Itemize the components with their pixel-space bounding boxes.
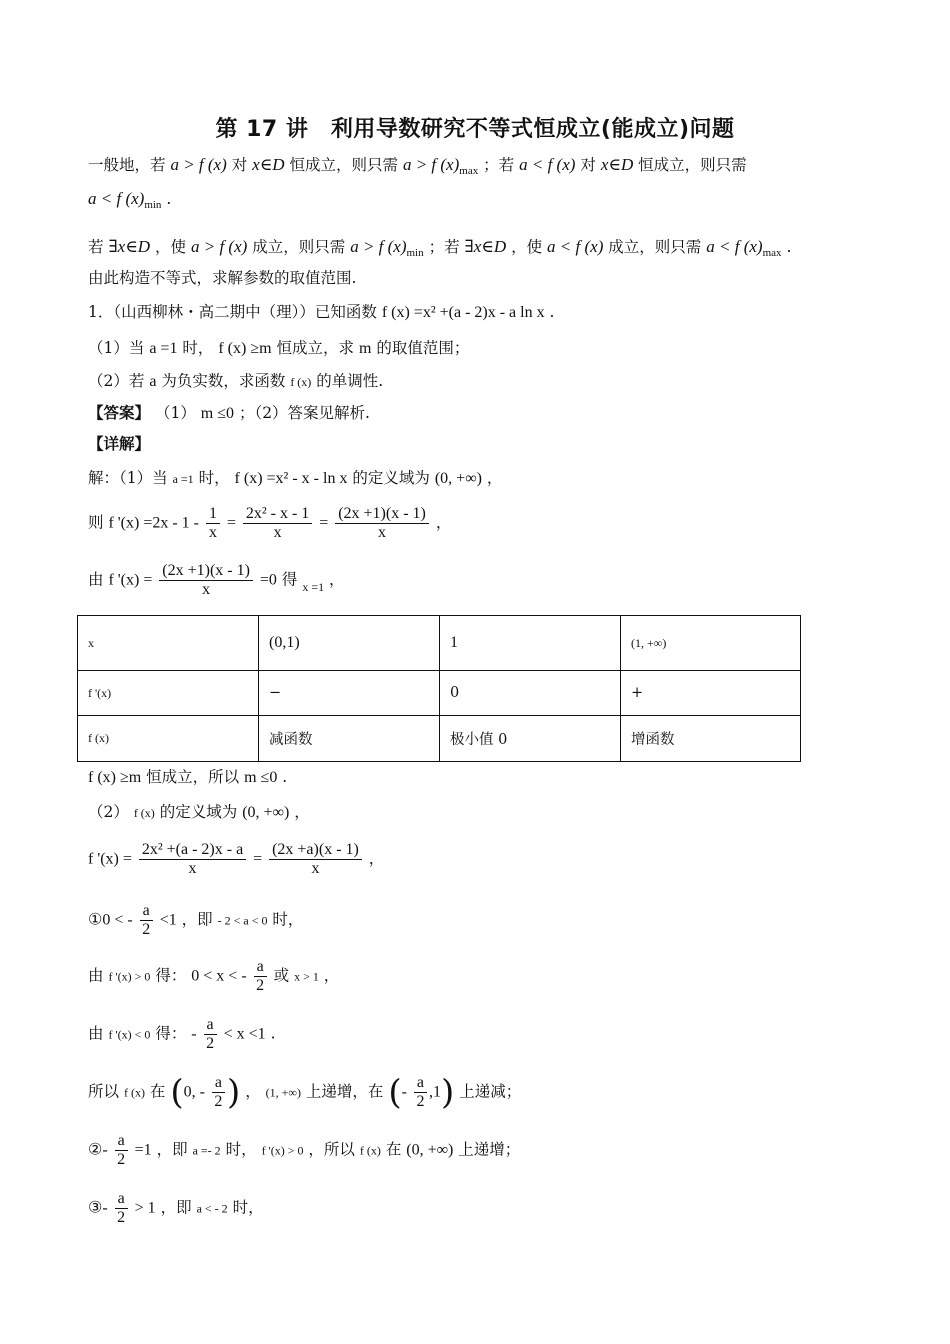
math: =1 (134, 1141, 152, 1159)
text: ；若 (483, 156, 515, 174)
math: a =1 (172, 472, 194, 486)
text: 由 (88, 570, 104, 589)
math: - (191, 1025, 197, 1043)
text: 的定义域为 (159, 803, 238, 821)
fraction: $\frac{\text{2x² - x - 1}}{x}$ (243, 505, 312, 542)
text: 恒成立，所以 (146, 768, 240, 786)
math: a < - 2 (196, 1201, 228, 1216)
math: a > f $(x)_{max}$ (402, 155, 479, 177)
detail-label: 【详解】 (88, 434, 151, 453)
math: x > 1 (294, 969, 319, 984)
text: 得 (281, 570, 298, 589)
math: - (401, 1083, 407, 1101)
table-cell: 减函数 (259, 716, 440, 762)
table-cell: f (x) (78, 716, 259, 762)
text: （1） (154, 404, 196, 422)
conclusion-1 (88, 766, 287, 789)
text: 在 (385, 1140, 402, 1159)
case-2 (88, 1132, 520, 1169)
text: 时， (232, 1198, 264, 1217)
text: 时， (198, 469, 230, 487)
math: f (x) (290, 375, 312, 389)
fraction: $\frac{1}{x}$ (206, 505, 220, 542)
text: 时， (182, 339, 214, 357)
intro-line-2 (88, 188, 171, 216)
text: ；（2）答案见解析. (238, 404, 370, 422)
text: 恒成立，则只需 (289, 156, 399, 174)
math: f (x) (123, 1085, 145, 1100)
math: ∃x∈D (108, 237, 151, 256)
text: ， (435, 513, 452, 532)
text: 则 (88, 513, 104, 532)
table-cell: − (259, 671, 440, 716)
text: ，即 (156, 1140, 188, 1159)
table-row (78, 671, 801, 716)
math: a < f $(x)_{max}$ (706, 237, 782, 259)
text: . (282, 768, 288, 786)
math: ③- (88, 1199, 108, 1217)
math: 0, - (183, 1083, 205, 1101)
table-cell: 增函数 (621, 716, 801, 762)
text: （1）当 (88, 339, 145, 357)
math: ,1 (429, 1083, 441, 1101)
text: 的定义域为 (352, 469, 430, 487)
math: f (x) =x² +(a - 2)x - a ln x (381, 304, 545, 321)
math: (0, +∞) (242, 804, 290, 821)
text: 上递减； (459, 1082, 522, 1101)
math: x =1 (302, 579, 325, 594)
math: x∈D (252, 155, 285, 174)
text: 成立，则只需 (252, 238, 346, 256)
math: f '(x) < 0 (108, 1027, 151, 1042)
text: ，所以 (308, 1140, 355, 1159)
math: a > f (x) (190, 237, 248, 256)
text: . (549, 303, 555, 321)
fraction: $\frac{(2x +a)(x - 1)}{x}$ (269, 841, 362, 878)
math: a < f (x) (547, 237, 604, 256)
text: ，使 (155, 238, 187, 256)
text: 恒成立，则只需 (638, 156, 747, 174)
math: a =1 (149, 340, 178, 357)
text: 成立，则只需 (608, 238, 702, 256)
case-1 (88, 902, 303, 939)
table-cell: (1, +∞) (621, 616, 801, 671)
math: a > f $(x)_{min}$ (350, 237, 424, 259)
table-row (78, 616, 801, 671)
intro-line-3 (88, 236, 791, 264)
table-cell: + (621, 671, 801, 716)
text: 由 (88, 1024, 104, 1043)
math: (1, +∞) (265, 1085, 301, 1100)
text: ；若 (428, 238, 460, 256)
text: 为负实数，求函数 (161, 372, 286, 390)
fraction: $\frac{a}{2}$ (254, 958, 267, 995)
answer-label: 【答案】 (88, 403, 151, 422)
text: 得： (155, 966, 187, 985)
text: 解：（1）当 (88, 469, 168, 487)
math: a < f (x) (519, 155, 576, 174)
math: f (x) ≥m (218, 340, 272, 357)
math: < x <1 (223, 1025, 266, 1043)
table-cell: 极小值 0 (440, 716, 621, 762)
math: f '(x) = (88, 850, 132, 868)
text: ，即 (181, 910, 213, 929)
part-2-derivative: f '(x) = $\frac{\text{2x² +(a - 2)x - a}}{x}$ = $\frac{(2x +a)(x - 1)}{x}$ ， (88, 841, 385, 877)
text: 所以 (88, 1082, 120, 1101)
math: (0, +∞) (406, 1141, 454, 1159)
table-cell: 0 (440, 671, 621, 716)
text: 由 (88, 966, 104, 985)
math: m ≤0 (244, 769, 278, 786)
answer-line (88, 402, 370, 425)
text: ， (329, 570, 345, 589)
math: x∈D (600, 155, 634, 174)
fraction: $\frac{a}{2}$ (115, 1190, 128, 1227)
math: f '(x) = (108, 571, 153, 589)
fraction: $\frac{a}{2}$ (204, 1016, 217, 1053)
text: . (166, 190, 172, 208)
text: 或 (273, 966, 290, 985)
math: f '(x) =2x - 1 - (108, 514, 199, 532)
fraction: $\frac{a}{2}$ (115, 1132, 128, 1169)
math: f (x) =x² - x - ln x (234, 470, 348, 487)
text: . (786, 238, 792, 256)
case-3 (88, 1190, 264, 1227)
math: > 1 (134, 1199, 156, 1217)
solution-line-2: 则 f '(x) =2x - 1 - $\frac{1}{x}$ = $\frac{\text{2x² - x - 1}}{x}$ = $\frac{(2x +1)(x - 1)}{x}$ ， (88, 505, 452, 541)
monotonicity-table (77, 615, 801, 762)
text: 时， (225, 1140, 257, 1159)
text: 的单调性. (316, 372, 384, 390)
text: 一般地，若 (88, 156, 166, 174)
math: f '(x) > 0 (261, 1143, 304, 1158)
text: ，使 (511, 238, 543, 256)
text: 时， (272, 910, 304, 929)
fraction: $\frac{(2x +1)(x - 1)}{x}$ (335, 505, 429, 542)
text: 恒成立，求 (276, 339, 354, 357)
math: m ≤0 (200, 405, 234, 422)
math: ∃x∈D (464, 237, 507, 256)
text: ， (323, 966, 340, 985)
text: 得： (155, 1024, 187, 1043)
text: ， (486, 469, 503, 487)
case-1-increase (88, 958, 339, 995)
question-2 (88, 370, 383, 393)
table-cell: x (78, 616, 259, 671)
fraction: $\frac{(2x +1)(x - 1)}{x}$ (159, 562, 253, 599)
math: 0 < x < - (191, 967, 247, 985)
table-cell: f '(x) (78, 671, 259, 716)
fraction: $\frac{a}{2}$ (414, 1074, 427, 1111)
fraction: $\frac{a}{2}$ (140, 902, 153, 939)
intro-line-1 (88, 154, 747, 182)
math: =0 (259, 571, 277, 589)
text: 在 (149, 1082, 166, 1101)
text: ， (294, 803, 310, 821)
text: 的取值范围； (376, 339, 470, 357)
page-title: 第 17 讲 利用导数研究不等式恒成立(能成立)问题 (215, 117, 735, 142)
math: f (x) (133, 806, 155, 820)
text: 对 (231, 156, 248, 174)
fraction: $\frac{a}{2}$ (212, 1074, 225, 1111)
text: 上递增； (458, 1140, 521, 1159)
math: f '(x) > 0 (108, 969, 151, 984)
table-cell: (0,1) (259, 616, 440, 671)
text: ，即 (160, 1198, 192, 1217)
table-row (78, 716, 801, 762)
math: ②- (88, 1141, 108, 1159)
case-1-summary: 所以 f (x) 在 (0, - $\frac{a}{2}$ ) ， (1, +∞) 上递增，在 (- $\frac{a}{2}$ ,1) 上递减； (88, 1072, 522, 1113)
math: a =- 2 (192, 1143, 221, 1158)
solution-line-1 (88, 467, 502, 490)
math: m (358, 340, 372, 357)
fraction: $\frac{\text{2x² +(a - 2)x - a}}{x}$ (139, 841, 246, 878)
text: ， (245, 1082, 261, 1101)
text: 1．（山西柳林・高二期中（理））已知函数 (88, 303, 377, 321)
math: a < f $(x)_{min}$ (88, 189, 162, 211)
text: （2） (88, 803, 129, 821)
case-1-decrease (88, 1016, 276, 1053)
math: - 2 < a < 0 (217, 913, 268, 928)
part-2-domain (88, 801, 310, 824)
text: . (270, 1024, 276, 1043)
text: ， (368, 849, 385, 868)
math: ①0 < - (88, 911, 133, 929)
solution-line-3 (88, 562, 345, 599)
math: f (x) ≥m (88, 769, 142, 786)
text: 上递增，在 (305, 1082, 384, 1101)
math: a (149, 373, 157, 390)
math: a > f (x) (170, 155, 227, 174)
table-cell: 1 (440, 616, 621, 671)
text: 若 (88, 238, 104, 256)
text: 对 (580, 156, 596, 174)
math: (0, +∞) (434, 470, 482, 487)
math: <1 (159, 911, 177, 929)
math: f (x) (359, 1143, 381, 1158)
problem-statement (88, 301, 554, 324)
intro-line-4: 由此构造不等式，求解参数的取值范围. (88, 269, 357, 287)
question-1 (88, 337, 469, 360)
text: （2）若 (88, 372, 145, 390)
